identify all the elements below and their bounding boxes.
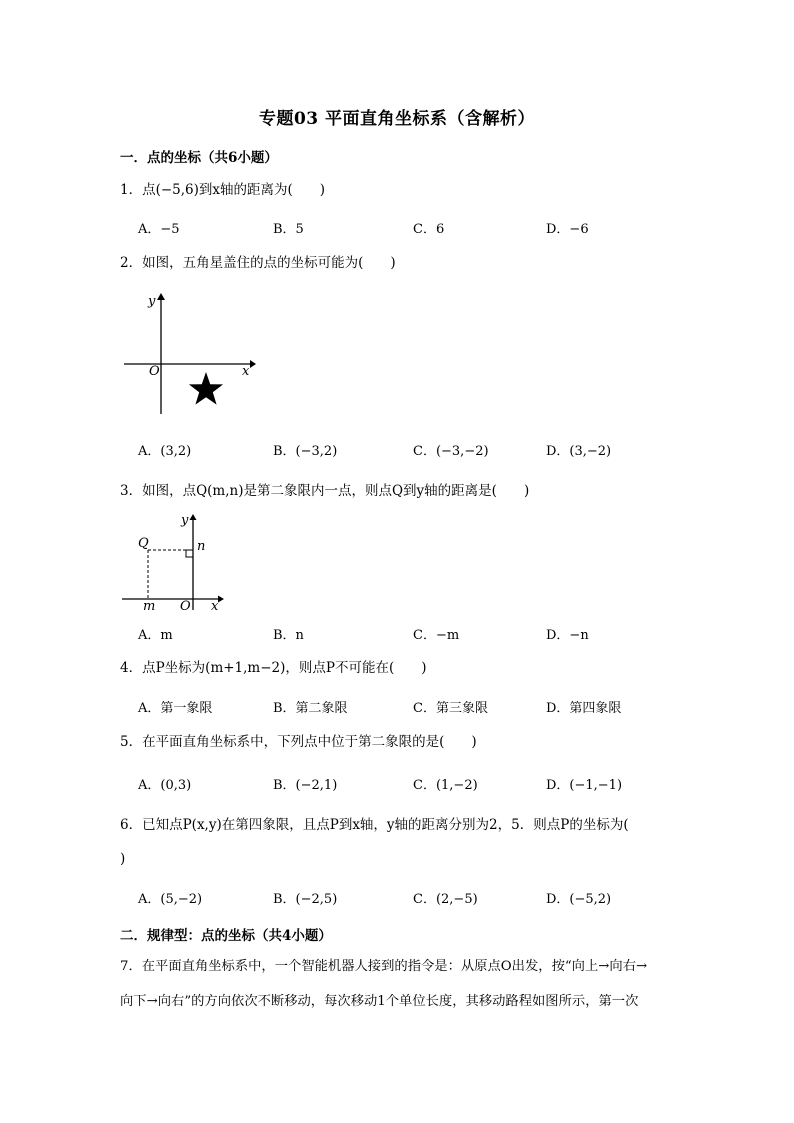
right-angle-mark: [186, 550, 193, 557]
star-icon: [189, 372, 223, 405]
question-3-stem: 3．如图，点Q(m,n)是第二象限内一点，则点Q到y轴的距离是( ): [120, 483, 530, 499]
option-a[interactable]: A．(3,2): [138, 444, 192, 459]
y-axis-arrow-icon: [190, 514, 197, 520]
option-b[interactable]: B．第二象限: [273, 701, 348, 716]
question-5-stem: 5．在平面直角坐标系中，下列点中位于第二象限的是( ): [120, 734, 477, 750]
x-axis-arrow-icon: [250, 360, 256, 368]
option-b[interactable]: B．n: [273, 628, 304, 643]
x-axis-label: x: [242, 364, 250, 379]
option-c[interactable]: C．(2,−5): [413, 892, 478, 907]
option-b[interactable]: B．(−2,1): [273, 778, 338, 793]
x-axis-label: x: [211, 599, 219, 614]
option-c[interactable]: C．−m: [413, 628, 460, 643]
question-6-options: [138, 888, 698, 908]
option-d[interactable]: D．(−1,−1): [546, 778, 623, 793]
question-3-figure: [118, 510, 230, 614]
n-label: n: [197, 539, 206, 554]
origin-label: O: [149, 364, 160, 379]
x-axis-arrow-icon: [218, 596, 224, 603]
y-axis-label: y: [148, 294, 156, 309]
option-c[interactable]: C．(−3,−2): [413, 444, 489, 459]
option-a[interactable]: A．(0,3): [138, 778, 192, 793]
question-6-stem-line2: ): [120, 851, 126, 867]
section-heading-2: 二．规律型：点的坐标（共4小题）: [120, 928, 332, 944]
option-b[interactable]: B．5: [273, 222, 304, 237]
y-axis-label: y: [181, 513, 189, 528]
option-c[interactable]: C．(1,−2): [413, 778, 478, 793]
question-3-options: [138, 624, 698, 644]
question-2-options: [138, 440, 698, 460]
section-heading-1: 一．点的坐标（共6小题）: [120, 150, 278, 166]
page-title: 专题03 平面直角坐标系（含解析）: [258, 109, 536, 129]
option-d[interactable]: D．(−5,2): [546, 892, 612, 907]
question-1-stem: 1．点(−5,6)到x轴的距离为( ): [120, 182, 326, 198]
option-b[interactable]: B．(−3,2): [273, 444, 338, 459]
option-a[interactable]: A．m: [138, 628, 173, 643]
question-5-options: [138, 774, 698, 794]
question-6-stem-line1: 6．已知点P(x,y)在第四象限，且点P到x轴，y轴的距离分别为2，5．则点P的坐标为(: [120, 817, 629, 833]
option-d[interactable]: D．(3,−2): [546, 444, 612, 459]
y-axis-arrow-icon: [157, 293, 165, 300]
point-q-label: Q: [138, 536, 149, 551]
option-c[interactable]: C．6: [413, 222, 445, 237]
question-4-stem: 4．点P坐标为(m+1,m−2)，则点P不可能在( ): [120, 660, 427, 676]
origin-label: O: [180, 599, 191, 614]
option-a[interactable]: A．第一象限: [138, 701, 213, 716]
option-b[interactable]: B．(−2,5): [273, 892, 338, 907]
option-a[interactable]: A．−5: [138, 222, 180, 237]
question-4-options: [138, 697, 698, 717]
question-7-line2: 向下→向右”的方向依次不断移动，每次移动1个单位长度，其移动路程如图所示，第一次: [120, 994, 639, 1009]
option-a[interactable]: A．(5,−2): [138, 892, 203, 907]
question-7-line1: 7．在平面直角坐标系中，一个智能机器人接到的指令是：从原点O出发，按“向上→向右→: [120, 959, 648, 974]
option-c[interactable]: C．第三象限: [413, 701, 488, 716]
option-d[interactable]: D．第四象限: [546, 701, 622, 716]
question-2-stem: 2．如图，五角星盖住的点的坐标可能为( ): [120, 255, 396, 271]
question-2-figure: [118, 288, 258, 420]
option-d[interactable]: D．−n: [546, 628, 589, 643]
option-d[interactable]: D．−6: [546, 222, 589, 237]
question-1-options: [138, 218, 698, 238]
m-label: m: [143, 599, 156, 614]
